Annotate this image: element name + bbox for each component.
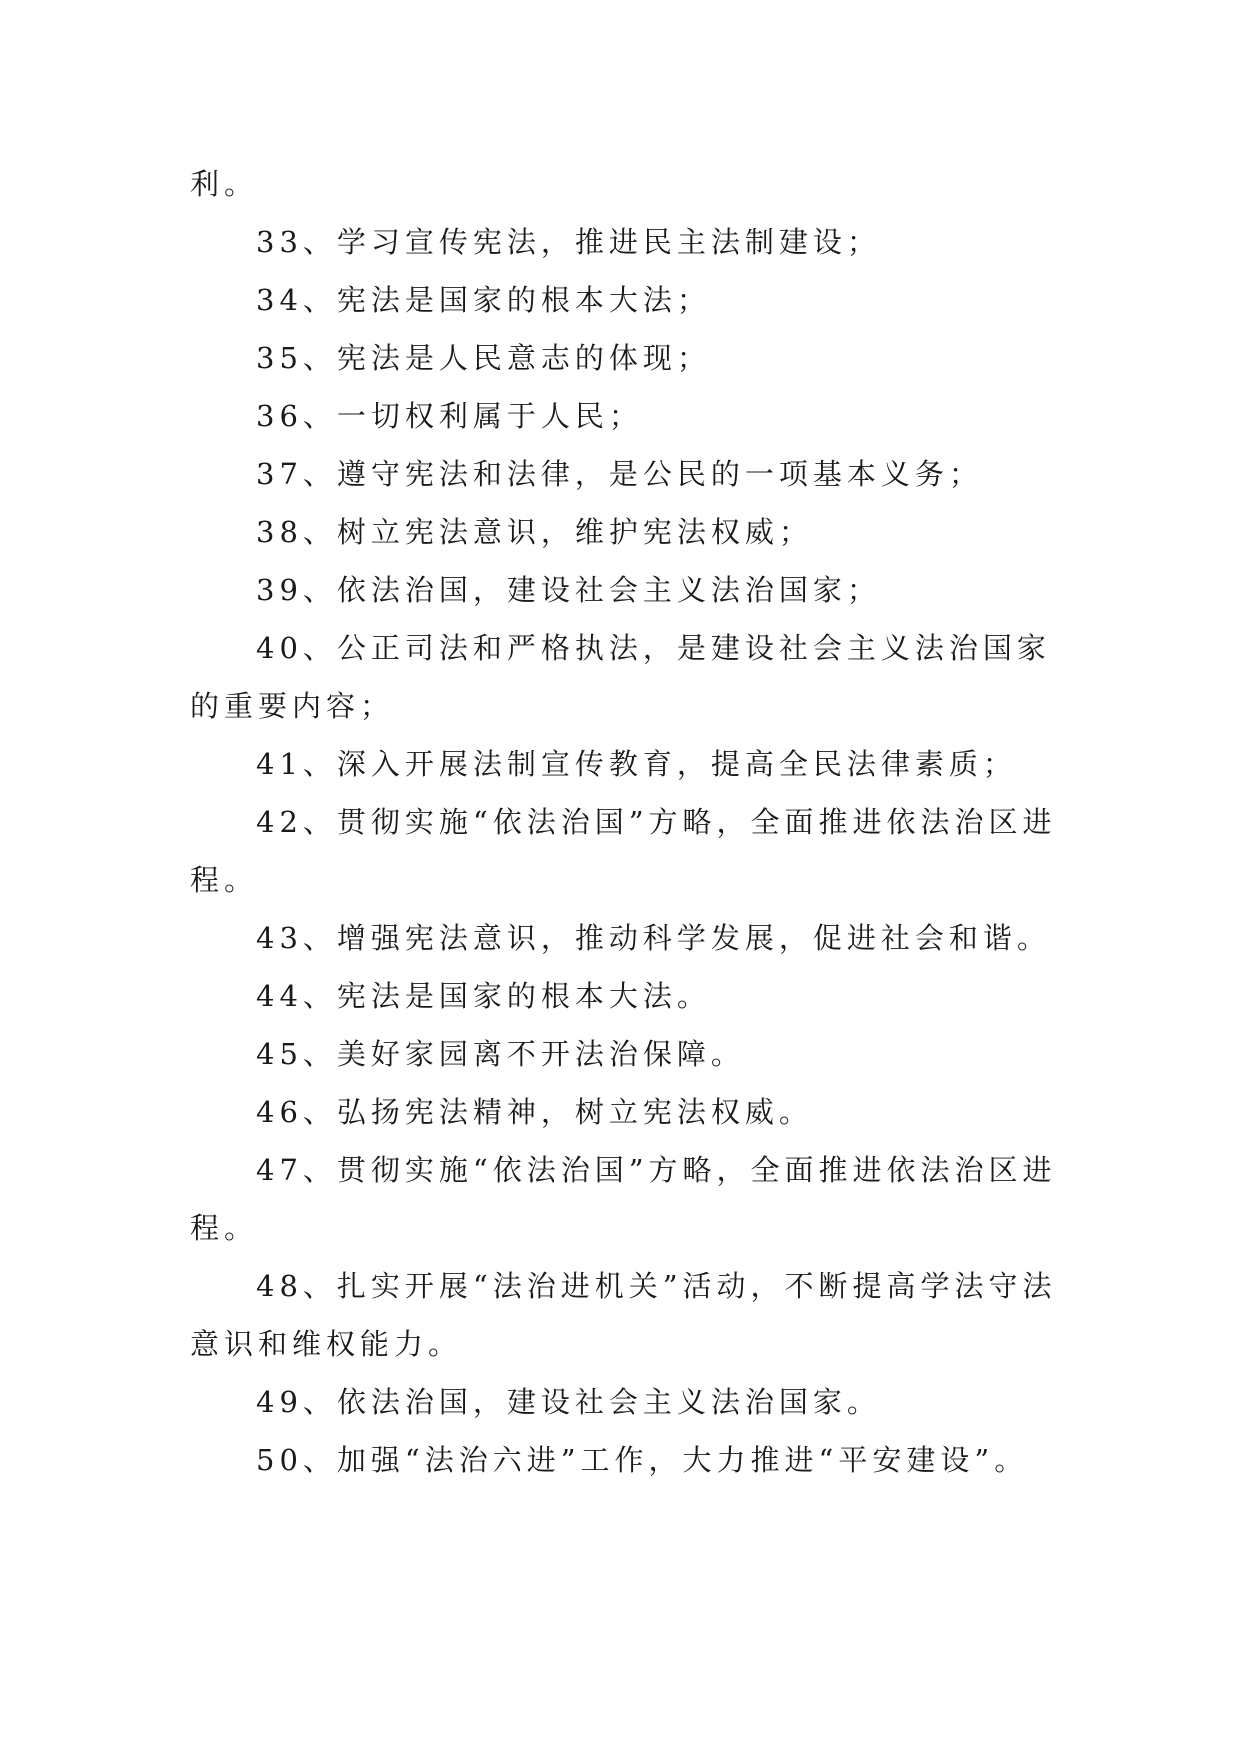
slogan-41: 41、深入开展法制宣传教育，提高全民法律素质； bbox=[256, 747, 1017, 781]
slogan-50: 50、加强“法治六进”工作，大力推进“平安建设”。 bbox=[256, 1443, 1029, 1477]
slogan-42: 42、贯彻实施“依法治国”方略，全面推进依法治区进程。 bbox=[190, 805, 1057, 897]
slogan-47: 47、贯彻实施“依法治国”方略，全面推进依法治区进程。 bbox=[190, 1153, 1057, 1245]
slogan-43: 43、增强宪法意识，推动科学发展，促进社会和谐。 bbox=[256, 921, 1051, 955]
slogan-40: 40、公正司法和严格执法，是建设社会主义法治国家的重要内容； bbox=[190, 631, 1051, 723]
slogan-36: 36、一切权利属于人民； bbox=[256, 399, 643, 433]
slogan-37: 37、遵守宪法和法律，是公民的一项基本义务； bbox=[256, 457, 983, 491]
slogan-49: 49、依法治国，建设社会主义法治国家。 bbox=[256, 1385, 881, 1419]
slogan-45: 45、美好家园离不开法治保障。 bbox=[256, 1037, 745, 1071]
slogan-34: 34、宪法是国家的根本大法； bbox=[256, 283, 711, 317]
slogan-44: 44、宪法是国家的根本大法。 bbox=[256, 979, 711, 1013]
slogan-46: 46、弘扬宪法精神，树立宪法权威。 bbox=[256, 1095, 813, 1129]
document-body bbox=[190, 155, 1060, 1489]
slogan-39: 39、依法治国，建设社会主义法治国家； bbox=[256, 573, 881, 607]
slogan-35: 35、宪法是人民意志的体现； bbox=[256, 341, 711, 375]
paragraph-continuation: 利。 bbox=[190, 167, 259, 201]
slogan-38: 38、树立宪法意识，维护宪法权威； bbox=[256, 515, 813, 549]
slogan-48: 48、扎实开展“法治进机关”活动，不断提高学法守法意识和维权能力。 bbox=[190, 1269, 1057, 1361]
slogan-33: 33、学习宣传宪法，推进民主法制建设； bbox=[256, 225, 881, 259]
